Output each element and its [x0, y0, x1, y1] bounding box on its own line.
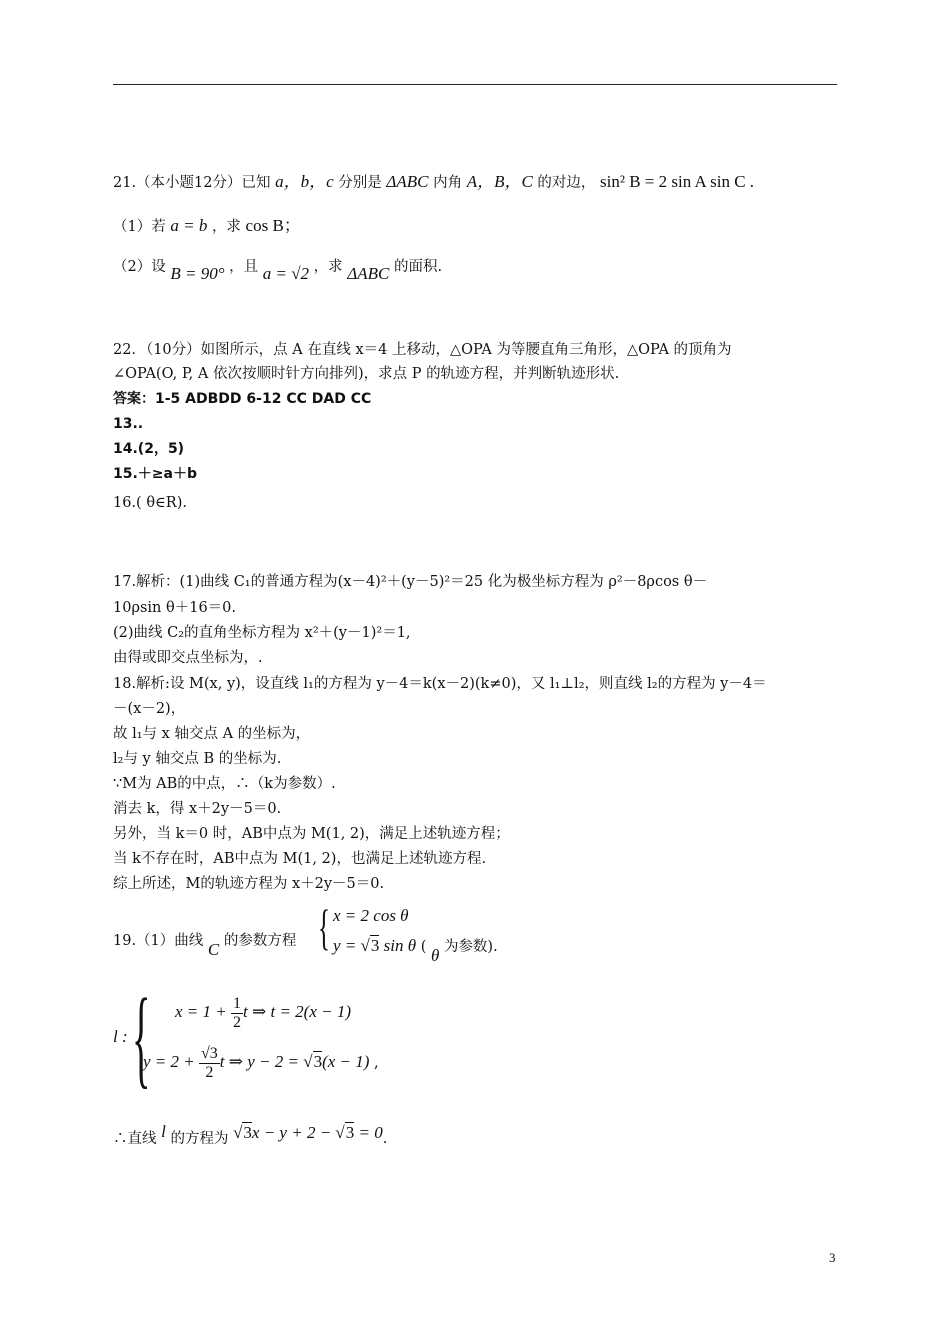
s18-line3: 故 l₁与 x 轴交点 A 的坐标为，: [113, 726, 311, 742]
s18-line5: ∵M为 AB的中点，∴（k为参数）.: [113, 776, 336, 792]
q21-part2: [113, 256, 443, 283]
s19-concl-text: 的方程为: [170, 1131, 229, 1147]
s19-concl-l: l: [161, 1122, 166, 1141]
s19-text: 19.（1）曲线: [113, 933, 204, 949]
q21-p1-equation: a = b: [170, 216, 208, 235]
s19-l-eq2: y = 2 + $\frac{√3}{2}$ t ⇒ y − 2 = √3(x − 1) ,: [143, 1045, 379, 1081]
q21-p1-text: （1）若: [113, 219, 166, 235]
fraction-denominator: 2: [233, 1013, 241, 1031]
s17-line2: 10ρsin θ＋16＝0.: [113, 600, 237, 616]
s19-param-x: x = 2 cos θ: [333, 906, 409, 925]
s19-param-y: y =: [333, 936, 361, 955]
left-brace-icon: {: [132, 976, 151, 1098]
s19-param-eq2: y = √3 sin θ ( θ 为参数).: [333, 936, 498, 965]
s18-line8: 当 k不存在时，AB中点为 M(1, 2)，也满足上述轨迹方程.: [113, 851, 487, 867]
s19-concl-root: 3: [243, 1123, 252, 1142]
s19-paren: (: [420, 939, 427, 955]
q21-p2-side: a = √2: [262, 264, 310, 283]
q21-p2-angle: B = 90°: [170, 264, 225, 283]
s19-l-comma: ,: [374, 1055, 379, 1072]
q22-line1: 22．（10分）如图所示，点 A 在直线 x＝4 上移动，△OPA 为等腰直角三角形，△OPA 的顶角为: [113, 342, 732, 358]
q21-p2-triangle: ΔABC: [347, 264, 390, 283]
s19-theta: θ: [430, 946, 440, 965]
s19-curve: C: [207, 940, 220, 959]
s19-l-eq2-root: 3: [313, 1052, 323, 1072]
q21-text: 内角: [433, 175, 463, 191]
page-number: 3: [829, 1250, 836, 1265]
s19-text: 为参数).: [443, 939, 498, 955]
q21-angles: A，B，C: [466, 172, 533, 191]
s18-line7: 另外，当 k＝0 时，AB中点为 M(1, 2)，满足上述轨迹方程；: [113, 826, 510, 842]
s17-line1: 17.解析：(1)曲线 C₁的普通方程为(x－4)²＋(y－5)²＝25 化为极坐标方程为 ρ²－8ρcos θ－: [113, 574, 708, 590]
s19-l-eq2-b: t ⇒ y − 2 =: [219, 1052, 304, 1072]
s19-param-eq1: [333, 906, 409, 926]
answer-16: 16.( θ∈R).: [113, 495, 187, 511]
q21-vars: a，b，c: [275, 172, 334, 191]
s19-l-label: [113, 1027, 128, 1047]
s17-line3: (2)曲线 C₂的直角坐标方程为 x²＋(y－1)²＝1,: [113, 625, 411, 641]
s19-l-eq2-a: y = 2 +: [143, 1052, 199, 1072]
s19-l-label-text: l :: [113, 1027, 128, 1046]
q21-p2-text: （2）设: [113, 259, 166, 275]
answer-14: 14.(2，5): [113, 441, 185, 457]
s18-line1: 18.解析:设 M(x, y)，设直线 l₁的方程为 y－4＝k(x－2)(k≠0)，又 l₁⊥l₂，则直线 l₂的方程为 y－4＝: [113, 676, 767, 692]
s19-l-eq1-a: x = 1 +: [175, 1002, 231, 1022]
q21-line1: [113, 172, 754, 192]
q21-p2-text: ，且: [229, 259, 259, 275]
s19-text: 的参数方程: [223, 933, 297, 949]
q21-equation: sin² B = 2 sin A sin C .: [600, 172, 755, 191]
q21-triangle: ΔABC: [386, 172, 429, 191]
s19-l-eq2-c: (x − 1): [322, 1052, 370, 1072]
q21-p1-text: ，求: [211, 219, 241, 235]
s19-concl-root: 3: [345, 1123, 355, 1142]
s19-concl-dot: .: [382, 1131, 388, 1147]
fraction-numerator: √3: [201, 1045, 218, 1062]
q21-p2-text: 的面积.: [393, 259, 443, 275]
fraction: [199, 1045, 220, 1081]
s19-concl-eq: x − y + 2 −: [251, 1123, 336, 1142]
left-brace-icon: {: [318, 899, 330, 955]
q21-text: 21.（本小题12分）已知: [113, 175, 271, 191]
header-rule: [113, 84, 837, 85]
q21-p1-cos: cos B；: [245, 216, 301, 235]
q21-p2-text: ，求: [313, 259, 343, 275]
fraction: [231, 995, 243, 1031]
answer-13: 13..: [113, 416, 144, 432]
s19-concl-end: = 0: [354, 1123, 383, 1142]
s18-line2: －(x－2)，: [113, 701, 186, 717]
fraction-numerator: 1: [233, 995, 241, 1012]
s19-param-root: 3: [370, 936, 380, 955]
q22-line2: ∠OPA(O, P, A 依次按顺时针方向排列)，求点 P 的轨迹方程，并判断轨迹形状.: [113, 366, 620, 382]
s18-line9: 综上所述，M的轨迹方程为 x＋2y－5＝0.: [113, 876, 385, 892]
s19-l-eq1: [175, 995, 351, 1031]
s19-param-sin: sin θ: [379, 936, 417, 955]
answers-heading: 答案：1-5 ADBDD 6-12 CC DAD CC: [113, 391, 372, 407]
s19-line1: [113, 930, 297, 959]
s17-line4: 由得或即交点坐标为，.: [113, 650, 263, 666]
s19-conclusion: ∴直线 l 的方程为 √3x − y + 2 − √3 = 0.: [113, 1122, 388, 1147]
s19-l-eq1-b: t ⇒ t = 2(x − 1): [243, 1002, 352, 1022]
s18-line6: 消去 k，得 x＋2y－5＝0.: [113, 801, 282, 817]
s19-concl-text: ∴直线: [113, 1131, 157, 1147]
answer-15: 15.＋≥a＋b: [113, 466, 197, 482]
fraction-denominator: 2: [205, 1063, 214, 1081]
q21-text: 的对边，: [537, 175, 596, 191]
s18-line4: l₂与 y 轴交点 B 的坐标为.: [113, 751, 282, 767]
q21-text: 分别是: [338, 175, 382, 191]
q21-part1: [113, 216, 301, 236]
